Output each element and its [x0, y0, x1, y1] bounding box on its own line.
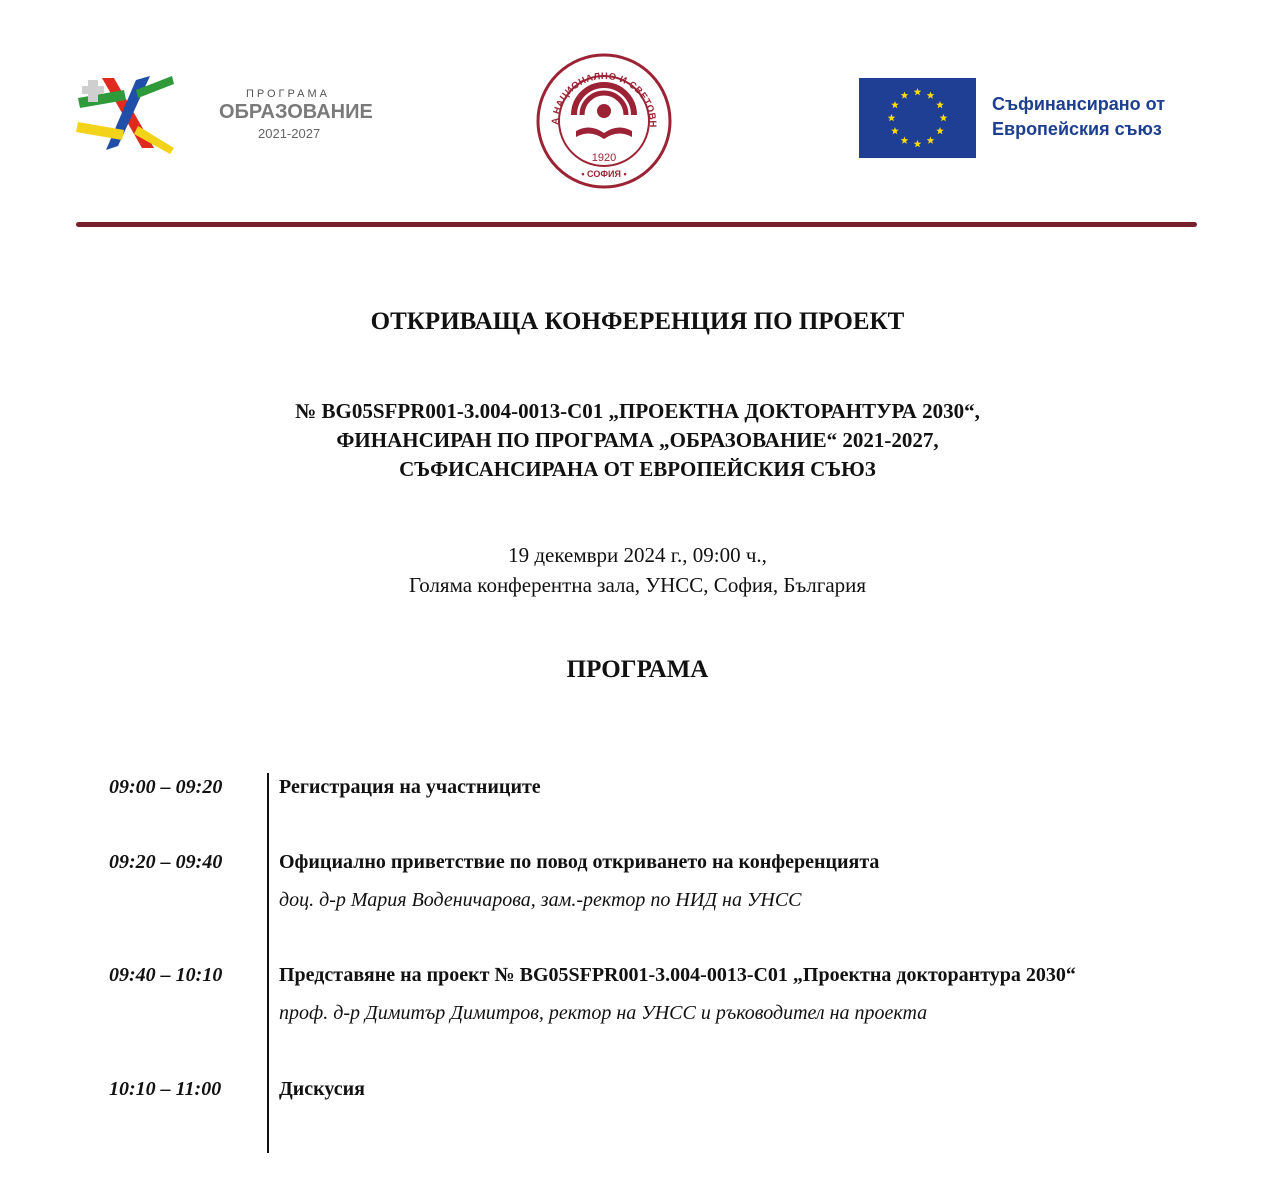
university-seal-logo [536, 53, 672, 189]
project-line: ФИНАНСИРАН ПО ПРОГРАМА „ОБРАЗОВАНИЕ“ 2021-2027, [336, 428, 939, 452]
eu-cofunded-label [992, 92, 1165, 142]
agenda-divider [267, 773, 269, 1153]
agenda-time: 09:40 – 10:10 [109, 964, 223, 986]
eu-cofunded-line2: Европейския съюз [992, 119, 1162, 139]
agenda-item-title: Официално приветствие по повод откриването на конференцията [279, 851, 880, 873]
programme-name: ОБРАЗОВАНИЕ [219, 101, 373, 123]
eu-flag-icon [859, 78, 976, 158]
agenda-item-speaker: проф. д-р Димитър Димитров, ректор на УНСС и ръководител на проекта [279, 1002, 928, 1024]
document-title: ОТКРИВАЩА КОНФЕРЕНЦИЯ ПО ПРОЕКТ [370, 308, 905, 335]
agenda-time: 09:20 – 09:40 [109, 851, 223, 873]
seal-year: 1920 [591, 152, 617, 164]
agenda-time: 10:10 – 11:00 [109, 1078, 222, 1100]
header-divider [76, 222, 1197, 227]
eu-cofunded-line1: Съфинансирано от [992, 94, 1166, 114]
seal-city: • СОФИЯ • [581, 169, 627, 179]
programme-small-label: ПРОГРАМА [246, 88, 330, 100]
programme-education-logo [74, 70, 374, 160]
agenda-item-speaker: доц. д-р Мария Воденичарова, зам.-ректор по НИД на УНСС [279, 889, 802, 911]
agenda-time: 09:00 – 09:20 [109, 776, 223, 798]
agenda-item-title: Регистрация на участниците [279, 776, 541, 798]
seal-ring-text: А НАЦИОНАЛНО И СВЕТОВН [549, 70, 659, 128]
programme-emblem-icon [74, 70, 184, 160]
programme-heading: ПРОГРАМА [566, 656, 709, 683]
agenda-item-title: Представяне на проект № BG05SFPR001-3.004-0013-C01 „Проектна докторантура 2030“ [279, 964, 1076, 986]
programme-years: 2021-2027 [258, 126, 321, 141]
project-line: № BG05SFPR001-3.004-0013-C01 „ПРОЕКТНА ДОКТОРАНТУРА 2030“, [295, 399, 980, 423]
event-venue: Голяма конферентна зала, УНСС, София, България [408, 573, 867, 597]
event-date: 19 декември 2024 г., 09:00 ч., [508, 543, 767, 567]
project-line: СЪФИСАНСИРАНА ОТ ЕВРОПЕЙСКИЯ СЪЮЗ [399, 457, 876, 481]
agenda-item-title: Дискусия [279, 1078, 366, 1100]
university-seal-icon [536, 53, 672, 189]
event-details [0, 540, 1275, 600]
project-heading [0, 397, 1275, 484]
